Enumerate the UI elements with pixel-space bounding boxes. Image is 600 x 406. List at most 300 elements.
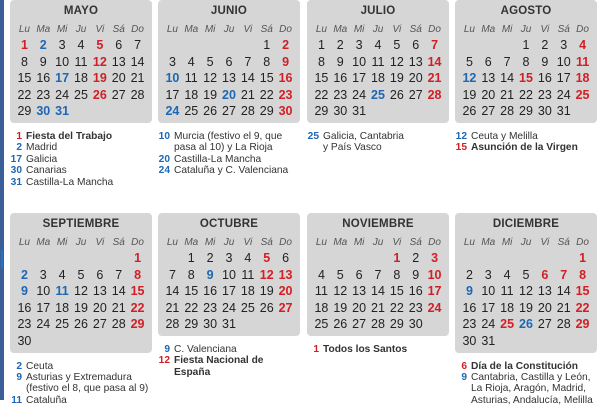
weekday-label: Ju (520, 24, 532, 35)
day-cell: 3 (484, 267, 492, 282)
day-cell: 29 (17, 104, 32, 119)
day-cell: 4 (317, 267, 325, 282)
day-cell: 24 (36, 317, 51, 332)
regional-holiday-day: 12 (462, 71, 477, 86)
day-cell: 29 (314, 104, 329, 119)
day-cell: 1 (522, 38, 530, 52)
weekday-label: Ma (184, 237, 199, 248)
month-septiembre (10, 213, 152, 406)
weekday-label: Sá (557, 237, 570, 248)
month-mayo (10, 0, 152, 188)
empty-day-cell (163, 250, 182, 267)
holiday-description: Asunción de la Virgen (471, 142, 578, 154)
day-cell: 25 (314, 317, 329, 332)
empty-day-cell (238, 37, 257, 54)
holiday-day-number: 9 (164, 343, 170, 355)
day-cell: 12 (519, 284, 533, 299)
holiday-description: Madrid (26, 142, 58, 154)
day-cell: 21 (556, 300, 571, 315)
day-cell: 17 (352, 71, 367, 86)
day-cell: 18 (500, 300, 515, 315)
day-cell: 8 (263, 54, 271, 69)
weekday-label: Lu (315, 237, 327, 248)
day-cell: 28 (500, 104, 515, 119)
holiday-list (455, 361, 597, 406)
holiday-list (10, 131, 152, 188)
holiday-entry (10, 142, 152, 153)
day-cell: 6 (484, 54, 492, 69)
holiday-list (158, 131, 300, 177)
weekday-label: Ma (184, 24, 199, 35)
day-cell: 8 (522, 54, 530, 69)
regional-holiday-day: 2 (20, 267, 28, 282)
national-holiday-day: 11 (575, 54, 590, 69)
national-holiday-day: 8 (579, 267, 587, 282)
weekday-label: Vi (243, 24, 253, 35)
day-cell: 1 (263, 38, 271, 52)
day-cell: 15 (17, 71, 32, 86)
empty-day-cell (90, 250, 109, 267)
national-holiday-day: 30 (278, 104, 293, 119)
weekday-label: Sá (557, 24, 570, 35)
weekday-label: Lu (18, 237, 30, 248)
empty-day-cell (350, 250, 369, 267)
day-cell: 26 (203, 104, 218, 119)
day-cell: 24 (352, 87, 367, 102)
month-panel (307, 213, 449, 336)
holiday-entry (10, 177, 152, 188)
empty-day-cell (201, 37, 220, 54)
day-cell: 7 (168, 267, 176, 282)
month-title: JULIO (360, 5, 396, 17)
month-agosto (455, 0, 597, 154)
holiday-description: Castilla-La Mancha (174, 153, 262, 165)
month-panel (455, 213, 597, 353)
holiday-entry (10, 395, 152, 406)
national-holiday-day: 3 (431, 251, 439, 265)
holiday-entry (455, 361, 597, 372)
day-cell: 28 (371, 317, 385, 332)
day-cell: 31 (352, 104, 367, 119)
empty-day-cell (331, 250, 350, 267)
day-cell: 16 (36, 71, 51, 86)
day-cell: 7 (244, 54, 252, 69)
empty-day-cell (498, 250, 517, 267)
holiday-day-number (158, 142, 170, 153)
day-cell: 23 (17, 317, 32, 332)
national-holiday-day: 15 (130, 284, 145, 299)
month-title: DICIEMBRE (492, 218, 560, 230)
day-cell: 28 (111, 317, 126, 332)
holiday-entry (307, 142, 449, 153)
day-cell: 15 (184, 284, 199, 299)
day-cell: 19 (203, 87, 218, 102)
holiday-day-number: 9 (461, 371, 467, 383)
day-cell: 19 (389, 71, 404, 86)
day-cell: 28 (130, 87, 145, 102)
day-cell: 11 (241, 267, 255, 282)
day-cell: 26 (462, 104, 477, 119)
weekday-label: Lu (315, 24, 327, 35)
day-cell: 14 (165, 284, 180, 299)
holiday-day-number: 24 (158, 165, 170, 177)
empty-day-cell (15, 250, 34, 267)
national-holiday-day: 29 (130, 317, 145, 332)
month-octubre (158, 213, 300, 378)
day-cell: 21 (240, 87, 255, 102)
weekday-label: Ma (481, 24, 496, 35)
day-cell: 20 (408, 71, 423, 86)
day-cell: 9 (412, 267, 420, 282)
day-cell: 3 (168, 54, 176, 69)
holiday-description: Cantabria, Castilla y León, (471, 371, 591, 383)
regional-holiday-day: 9 (465, 284, 473, 299)
national-holiday-day: 16 (278, 71, 293, 86)
holiday-day-number: 1 (16, 130, 22, 142)
empty-day-cell (369, 250, 388, 267)
day-cell: 25 (55, 317, 70, 332)
day-cell: 2 (465, 267, 473, 282)
holiday-day-number: 6 (461, 360, 467, 372)
holiday-day-number: 15 (455, 142, 467, 154)
empty-day-cell (479, 250, 498, 267)
holiday-entry (158, 142, 300, 153)
day-cell: 4 (503, 267, 511, 282)
day-cell: 5 (77, 267, 85, 282)
day-cell: 18 (240, 284, 255, 299)
day-cell: 26 (333, 317, 348, 332)
weekday-label: Vi (95, 237, 105, 248)
day-cell: 6 (225, 54, 233, 69)
national-holiday-day: 25 (575, 87, 590, 102)
day-cell: 8 (317, 54, 325, 69)
weekday-label: Vi (95, 24, 105, 35)
holiday-description: Canarias (26, 165, 67, 177)
day-grid (455, 22, 597, 120)
national-holiday-day: 1 (20, 38, 28, 52)
day-cell: 7 (503, 54, 511, 69)
day-cell: 17 (222, 284, 236, 299)
day-cell: 3 (355, 38, 363, 52)
national-holiday-day: 12 (92, 54, 107, 69)
day-cell: 11 (314, 284, 328, 299)
weekday-label: Do (576, 24, 589, 35)
day-grid (307, 235, 449, 333)
national-holiday-day: 2 (282, 38, 290, 52)
day-grid (10, 235, 152, 350)
day-cell: 22 (17, 87, 32, 102)
day-cell: 20 (481, 87, 496, 102)
day-cell: 27 (537, 317, 552, 332)
national-holiday-day: 21 (427, 71, 442, 86)
day-cell: 13 (111, 54, 126, 69)
day-cell: 14 (500, 71, 515, 86)
day-cell: 14 (556, 284, 571, 299)
national-holiday-day: 1 (393, 251, 401, 265)
holiday-entry (158, 165, 300, 176)
day-cell: 20 (537, 300, 552, 315)
day-cell: 16 (17, 300, 32, 315)
month-title: NOVIEMBRE (342, 218, 414, 230)
holiday-description: Galicia, Cantabria (323, 130, 404, 142)
weekday-label: Ju (75, 24, 87, 35)
day-cell: 4 (187, 54, 195, 69)
national-holiday-day: 27 (278, 300, 293, 315)
day-cell: 5 (465, 54, 473, 69)
day-cell: 30 (408, 317, 423, 332)
weekday-label: Mi (353, 24, 365, 35)
day-cell: 13 (92, 284, 107, 299)
weekday-label: Sá (112, 24, 125, 35)
weekday-label: Lu (166, 24, 178, 35)
day-cell: 2 (206, 251, 214, 265)
weekday-label: Mi (204, 237, 216, 248)
day-cell: 21 (500, 87, 515, 102)
day-cell: 14 (240, 71, 255, 86)
day-cell: 10 (55, 54, 70, 69)
day-cell: 21 (111, 300, 126, 315)
day-grid (10, 22, 152, 120)
weekday-label: Ju (223, 24, 235, 35)
holiday-entry (307, 131, 449, 142)
day-cell: 12 (74, 284, 88, 299)
day-cell: 16 (203, 284, 218, 299)
month-title: MAYO (63, 5, 99, 17)
national-holiday-day: 10 (427, 267, 442, 282)
weekday-label: Mi (501, 237, 513, 248)
regional-holiday-day: 11 (55, 284, 69, 299)
day-cell: 18 (371, 71, 385, 86)
holiday-day-number: 12 (455, 130, 467, 142)
day-cell: 4 (58, 267, 66, 282)
month-title: AGOSTO (500, 5, 552, 17)
empty-day-cell (460, 250, 479, 267)
holiday-description: La Rioja, Aragón, Madrid, (471, 383, 586, 395)
holiday-entry (455, 372, 597, 383)
month-junio (158, 0, 300, 177)
day-cell: 1 (317, 38, 325, 52)
day-cell: 27 (408, 87, 423, 102)
weekday-label: Mi (56, 237, 68, 248)
holiday-entry (10, 372, 152, 383)
holiday-list (455, 131, 597, 154)
weekday-label: Vi (540, 237, 550, 248)
national-holiday-day: 13 (278, 267, 293, 282)
day-cell: 6 (115, 38, 123, 52)
day-cell: 9 (541, 54, 549, 69)
day-cell: 14 (371, 284, 385, 299)
day-cell: 24 (55, 87, 70, 102)
day-cell: 27 (92, 317, 107, 332)
holiday-entry (455, 142, 597, 153)
holiday-entry (10, 361, 152, 372)
day-cell: 19 (519, 300, 533, 315)
holiday-description: C. Valenciana (174, 343, 237, 355)
weekday-label: Mi (204, 24, 216, 35)
day-cell: 5 (393, 38, 401, 52)
national-holiday-day: 18 (575, 71, 590, 86)
weekday-label: Ju (223, 237, 235, 248)
regional-holiday-day: 20 (222, 87, 236, 102)
day-cell: 22 (389, 300, 404, 315)
day-cell: 27 (111, 87, 126, 102)
holiday-day-number: 9 (16, 371, 22, 383)
day-cell: 28 (165, 317, 180, 332)
day-cell: 29 (184, 317, 199, 332)
day-cell: 15 (259, 71, 274, 86)
day-cell: 25 (240, 300, 255, 315)
weekday-label: Ju (520, 237, 532, 248)
weekday-label: Sá (409, 237, 422, 248)
day-cell: 23 (333, 87, 348, 102)
national-holiday-day: 22 (130, 300, 145, 315)
holiday-day-number: 12 (158, 355, 170, 367)
day-cell: 6 (96, 267, 104, 282)
day-cell: 18 (314, 300, 329, 315)
month-panel (158, 213, 300, 336)
holiday-list (307, 131, 449, 154)
day-cell: 17 (556, 71, 571, 86)
weekday-label: Ma (481, 237, 496, 248)
day-cell: 26 (74, 317, 88, 332)
day-cell: 23 (537, 87, 552, 102)
month-title: OCTUBRE (199, 218, 259, 230)
holiday-description: Castilla-La Mancha (26, 176, 114, 188)
day-cell: 7 (374, 267, 382, 282)
day-cell: 27 (222, 104, 236, 119)
weekday-label: Do (131, 24, 144, 35)
day-cell: 7 (134, 38, 142, 52)
day-cell: 5 (206, 54, 214, 69)
national-holiday-day: 26 (92, 87, 107, 102)
national-holiday-day: 15 (575, 284, 590, 299)
holiday-day-number: 25 (307, 130, 319, 142)
empty-day-cell (535, 250, 554, 267)
day-cell: 31 (556, 104, 571, 119)
day-cell: 24 (481, 317, 496, 332)
day-cell: 12 (203, 71, 218, 86)
day-cell: 29 (389, 317, 404, 332)
day-cell: 12 (333, 284, 348, 299)
national-holiday-day: 20 (278, 284, 293, 299)
day-cell: 2 (412, 251, 420, 265)
empty-day-cell (498, 37, 517, 54)
regional-holiday-day: 9 (206, 267, 214, 282)
empty-day-cell (34, 250, 53, 267)
day-cell: 17 (481, 300, 496, 315)
day-cell: 27 (481, 104, 496, 119)
holiday-entry (10, 165, 152, 176)
weekday-label: Sá (112, 237, 125, 248)
day-cell: 7 (115, 267, 123, 282)
holiday-description: Ceuta y Melilla (471, 130, 538, 142)
day-cell: 23 (36, 87, 51, 102)
day-cell: 16 (537, 71, 552, 86)
day-cell: 16 (408, 284, 423, 299)
left-edge-band (0, 0, 4, 400)
weekday-label: Mi (353, 237, 365, 248)
holiday-list (307, 344, 449, 355)
day-cell: 23 (408, 300, 423, 315)
day-cell: 13 (408, 54, 423, 69)
holiday-description: pasa al 10) y La Rioja (174, 142, 273, 154)
day-cell: 25 (184, 104, 199, 119)
day-cell: 5 (336, 267, 344, 282)
empty-day-cell (72, 250, 91, 267)
day-cell: 2 (541, 38, 549, 52)
holiday-description: Cataluña (26, 394, 67, 406)
day-cell: 15 (314, 71, 329, 86)
holiday-day-number: 11 (11, 394, 22, 406)
regional-holiday-day: 26 (519, 317, 533, 332)
day-cell: 10 (36, 284, 51, 299)
holiday-description: Cataluña y C. Valenciana (174, 165, 289, 177)
day-cell: 11 (74, 54, 88, 69)
regional-holiday-day: 10 (165, 71, 180, 86)
day-cell: 26 (259, 300, 274, 315)
holiday-day-number (455, 383, 467, 394)
day-cell: 24 (556, 87, 571, 102)
day-cell: 17 (165, 87, 180, 102)
holiday-description: y País Vasco (323, 142, 382, 154)
national-holiday-day: 5 (96, 38, 104, 52)
day-cell: 11 (371, 54, 385, 69)
day-cell: 16 (333, 71, 348, 86)
national-holiday-day: 29 (575, 317, 590, 332)
regional-holiday-day: 30 (36, 104, 51, 119)
month-diciembre (455, 213, 597, 406)
day-cell: 8 (20, 54, 28, 69)
holiday-description: Asturias y Extremadura (26, 371, 132, 383)
holiday-day-number: 20 (158, 153, 170, 165)
weekday-label: Lu (463, 237, 475, 248)
day-cell: 27 (352, 317, 367, 332)
regional-holiday-day: 25 (371, 87, 385, 102)
weekday-label: Mi (56, 24, 68, 35)
holiday-day-number (10, 383, 22, 394)
day-cell: 31 (481, 333, 496, 348)
day-cell: 29 (519, 104, 533, 119)
weekday-label: Sá (260, 237, 273, 248)
day-cell: 23 (462, 317, 477, 332)
holiday-description: Murcia (festivo el 9, que (174, 130, 283, 142)
day-cell: 22 (314, 87, 329, 102)
day-cell: 22 (519, 87, 533, 102)
day-cell: 8 (187, 267, 195, 282)
regional-holiday-day: 17 (55, 71, 70, 86)
day-cell: 20 (92, 300, 107, 315)
holiday-description: (festivo el 8, que pasa al 9) (26, 383, 149, 395)
national-holiday-day: 15 (519, 71, 533, 86)
day-cell: 18 (55, 300, 70, 315)
day-cell: 28 (240, 104, 255, 119)
weekday-label: Ma (36, 237, 51, 248)
day-grid (158, 235, 300, 333)
day-cell: 21 (130, 71, 145, 86)
month-panel (455, 0, 597, 123)
holiday-entry (158, 355, 300, 378)
national-holiday-day: 8 (134, 267, 142, 282)
day-grid (307, 22, 449, 120)
weekday-label: Vi (392, 237, 402, 248)
regional-holiday-day: 31 (55, 104, 70, 119)
month-julio (307, 0, 449, 154)
holiday-entry (455, 395, 597, 406)
day-cell: 4 (244, 251, 252, 265)
weekday-label: Do (279, 237, 292, 248)
day-cell: 6 (355, 267, 363, 282)
holiday-description: Día de la Constitución (471, 360, 578, 372)
